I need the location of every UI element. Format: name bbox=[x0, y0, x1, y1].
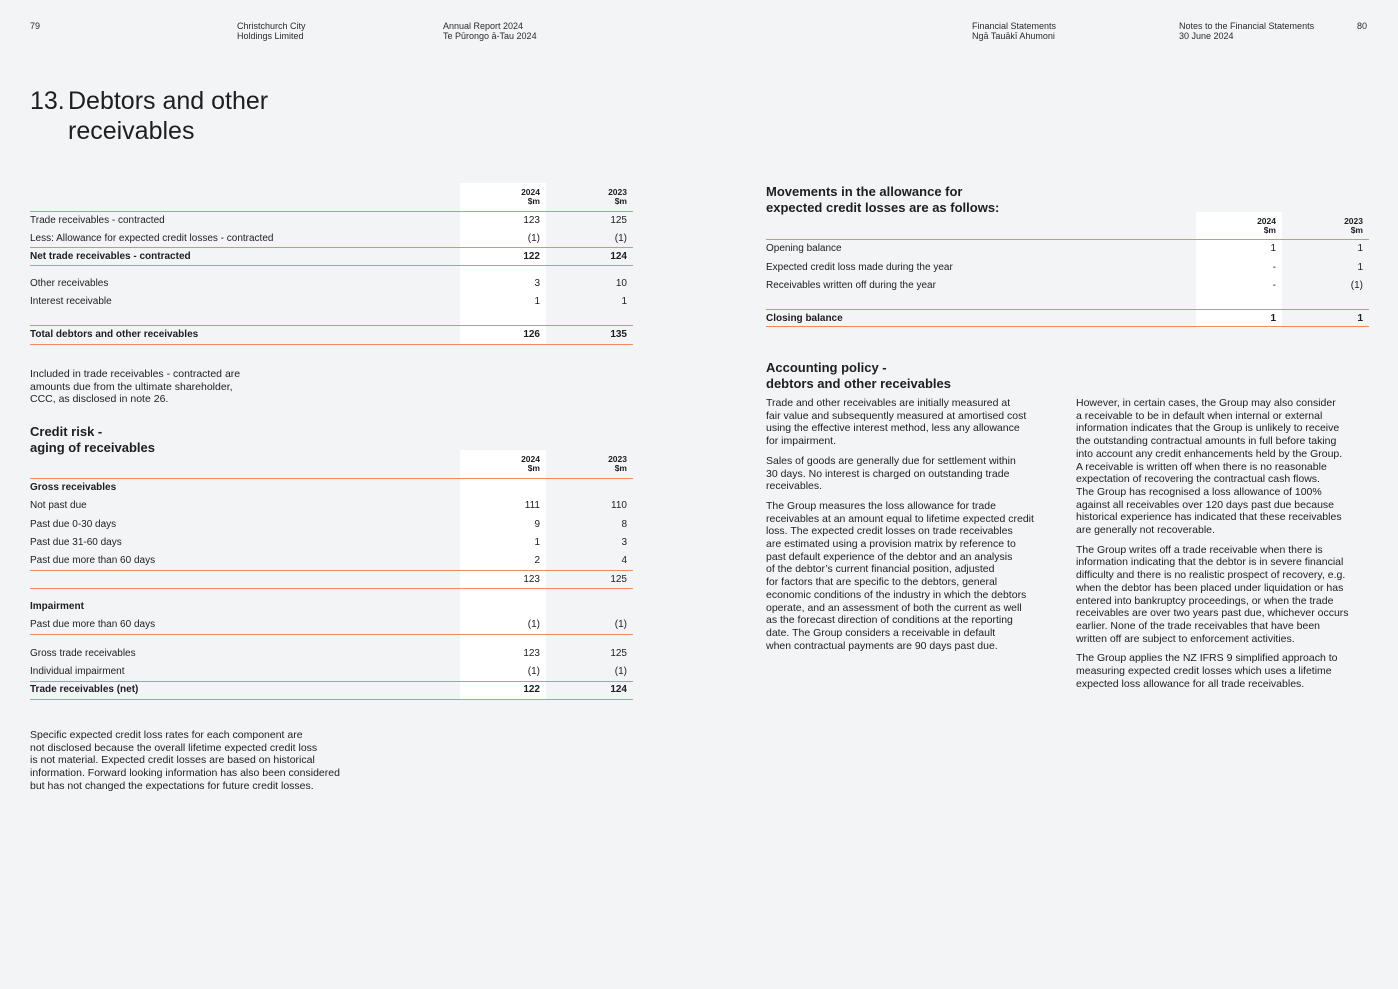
value-2024: 1 bbox=[1270, 243, 1276, 254]
row-label: Gross receivables bbox=[30, 482, 117, 493]
table-row bbox=[30, 248, 633, 266]
policy-paragraph bbox=[766, 397, 1061, 448]
row-label: Trade receivables - contracted bbox=[30, 215, 165, 226]
table-row bbox=[30, 516, 633, 534]
table-row bbox=[30, 663, 633, 681]
row-label bbox=[30, 571, 460, 589]
receivables-table bbox=[30, 183, 633, 345]
table-row bbox=[30, 681, 633, 699]
column-unit: $m bbox=[1263, 225, 1276, 235]
policy-line: written off are subject to enforcement activities. bbox=[1076, 632, 1295, 645]
value-2024: (1) bbox=[527, 666, 540, 677]
value-2023: 4 bbox=[621, 555, 627, 566]
column-header-y2024 bbox=[460, 188, 546, 206]
table-row bbox=[30, 275, 633, 293]
table-rule bbox=[30, 634, 633, 635]
policy-line: measuring expected credit losses which uses a lifetime bbox=[1076, 665, 1332, 678]
policy-line: when contractual payments are 90 days past due. bbox=[766, 639, 998, 652]
column-year: 2024 bbox=[521, 187, 540, 197]
value-2023: 125 bbox=[610, 574, 627, 585]
policy-line: for factors that are specific to the debtors, general bbox=[766, 576, 998, 589]
policy-line: using the effective interest method, less any allowance bbox=[766, 422, 1020, 435]
policy-paragraph bbox=[1076, 544, 1371, 646]
value-2024: 1 bbox=[534, 296, 540, 307]
value-2023: 1 bbox=[1357, 243, 1363, 254]
policy-line: date. The Group considers a receivable in default bbox=[766, 626, 996, 639]
table-row bbox=[30, 552, 633, 570]
policy-line: The Group writes off a trade receivable when there is bbox=[1076, 543, 1323, 556]
policy-line: The Group applies the NZ IFRS 9 simplified approach to bbox=[1076, 652, 1338, 665]
policy-line: difficulty and there is no realistic prospect of recovery, e.g. bbox=[1076, 569, 1346, 582]
value-2023: (1) bbox=[614, 666, 627, 677]
table-rule bbox=[766, 309, 1369, 310]
table-row bbox=[766, 240, 1369, 258]
table-row bbox=[30, 616, 633, 634]
row-label: Other receivables bbox=[30, 278, 109, 289]
row-label: Expected credit loss made during the year bbox=[766, 262, 953, 273]
row-label: Total debtors and other receivables bbox=[30, 329, 199, 340]
section-name: Financial Statements Ngā Tauākī Ahumoni bbox=[972, 21, 1057, 41]
table-row bbox=[30, 479, 633, 497]
table-rule bbox=[766, 326, 1369, 327]
credit-risk-table bbox=[30, 450, 633, 700]
movements-heading: Movements in the allowance for expected credit losses are as follows: bbox=[766, 184, 1000, 215]
policy-line: historical experience has indicated that these receivables bbox=[1076, 511, 1342, 524]
policy-paragraph bbox=[766, 455, 1061, 493]
value-2023: 125 bbox=[610, 648, 627, 659]
policy-line: when the debtor has been placed under liquidation or has bbox=[1076, 581, 1344, 594]
column-header-y2023 bbox=[546, 455, 633, 473]
value-2024: 111 bbox=[524, 500, 540, 511]
policy-line: economic conditions of the industry in which the debtors bbox=[766, 588, 1027, 601]
policy-paragraph bbox=[766, 500, 1061, 652]
value-2023: 8 bbox=[621, 519, 627, 530]
value-2023: 110 bbox=[611, 500, 627, 511]
column-year: 2023 bbox=[1344, 216, 1363, 226]
policy-line: into account any credit enhancements held by the Group. bbox=[1076, 447, 1343, 460]
value-2024: 123 bbox=[523, 648, 540, 659]
value-2023: 124 bbox=[610, 684, 627, 695]
row-label: Net trade receivables - contracted bbox=[30, 251, 191, 262]
value-2023: 3 bbox=[621, 537, 627, 548]
org-name: Christchurch City Holdings Limited bbox=[237, 21, 306, 41]
value-2023: (1) bbox=[614, 233, 627, 244]
policy-line: entered into bankruptcy proceedings, or when the trade bbox=[1076, 594, 1334, 607]
value-2023: 125 bbox=[610, 215, 627, 226]
policy-line: Trade and other receivables are initially measured at bbox=[766, 397, 1011, 409]
policy-line: are generally not recoverable. bbox=[1076, 524, 1215, 537]
policy-line: operate, and an assessment of both the current as well bbox=[766, 601, 1022, 614]
policy-line: expectation of recovering the contractual cash flows. bbox=[1076, 473, 1320, 486]
row-label: Not past due bbox=[30, 500, 87, 511]
policy-line: are estimated using a provision matrix by reference to bbox=[766, 538, 1016, 551]
value-2024: 123 bbox=[523, 215, 540, 226]
row-label: Past due 0-30 days bbox=[30, 519, 117, 530]
policy-line: earlier. None of the trade receivables that have been bbox=[1076, 619, 1320, 632]
value-2024: - bbox=[1272, 262, 1276, 273]
report-name: Annual Report 2024 Te Pūrongo ā-Tau 2024 bbox=[443, 21, 537, 41]
table-rule bbox=[30, 681, 633, 682]
policy-line: as the forecast direction of conditions at the reporting bbox=[766, 614, 1013, 627]
page-title: 13. Debtors and other receivables bbox=[30, 87, 269, 145]
policy-line: the outstanding contractual amounts in full before taking bbox=[1076, 435, 1337, 448]
column-unit: $m bbox=[614, 196, 627, 206]
value-2023: 124 bbox=[610, 251, 627, 262]
policy-line: loss. The expected credit losses on trade receivables bbox=[766, 525, 1013, 538]
table-row bbox=[30, 598, 633, 616]
column-year: 2023 bbox=[608, 454, 627, 464]
value-2024: 122 bbox=[523, 251, 540, 262]
value-2024: 126 bbox=[523, 329, 540, 340]
credit-risk-heading: Credit risk - aging of receivables bbox=[30, 424, 155, 455]
row-label: Gross trade receivables bbox=[30, 648, 136, 659]
page-number-right: 80 bbox=[1357, 21, 1368, 31]
policy-line: a receivable to be in default when internal or external bbox=[1076, 409, 1323, 422]
table-rule bbox=[30, 570, 633, 571]
table-row bbox=[766, 277, 1369, 295]
column-unit: $m bbox=[527, 196, 540, 206]
value-2024: 9 bbox=[534, 519, 540, 530]
value-2024: 3 bbox=[534, 278, 540, 289]
policy-line: 30 days. No interest is charged on outstanding trade bbox=[766, 467, 1010, 480]
policy-paragraph bbox=[1076, 652, 1371, 690]
value-2023: (1) bbox=[614, 619, 627, 630]
policy-line: receivables. bbox=[766, 480, 823, 493]
policy-line: of the debtor’s current financial position, adjusted bbox=[766, 563, 995, 576]
row-label: Less: Allowance for expected credit losses - contracted bbox=[30, 233, 274, 244]
policy-line: A receivable is written off when there is no reasonable bbox=[1076, 460, 1327, 473]
row-label: Interest receivable bbox=[30, 296, 112, 307]
row-label: Receivables written off during the year bbox=[766, 280, 936, 291]
column-year: 2024 bbox=[521, 454, 540, 464]
value-2024: 123 bbox=[523, 574, 540, 585]
row-label: Past due 31-60 days bbox=[30, 537, 122, 548]
policy-line: The Group has recognised a loss allowance of 100% bbox=[1076, 485, 1322, 498]
row-label: Individual impairment bbox=[30, 666, 125, 677]
column-unit: $m bbox=[614, 463, 627, 473]
policy-line: However, in certain cases, the Group may also consider bbox=[1076, 397, 1336, 409]
policy-line: for impairment. bbox=[766, 435, 837, 448]
table-rule bbox=[30, 265, 633, 266]
policy-line: information indicates that the Group is unlikely to receive bbox=[1076, 422, 1340, 435]
page-number-left: 79 bbox=[30, 21, 41, 31]
table-row bbox=[30, 497, 633, 515]
table-rule bbox=[30, 344, 633, 345]
policy-line: receivables are over two years past due, whichever occurs bbox=[1076, 607, 1349, 620]
value-2023: 1 bbox=[1357, 313, 1363, 324]
value-2024: 1 bbox=[534, 537, 540, 548]
column-header-y2023 bbox=[1282, 217, 1369, 235]
table-row bbox=[766, 259, 1369, 277]
column-header-y2024 bbox=[460, 455, 546, 473]
policy-column-1 bbox=[766, 397, 1061, 659]
row-label: Past due more than 60 days bbox=[30, 555, 156, 566]
column-header-y2024 bbox=[1196, 217, 1282, 235]
note-specific: Specific expected credit loss rates for each component are not disclosed because the overall lifetime expected credit loss is not material. Expected credit losses are based on historical information. Forward looking information has also been considered but has not changed the expectations for future credit losses. bbox=[30, 729, 340, 792]
value-2023 bbox=[546, 479, 633, 497]
value-2024: (1) bbox=[527, 619, 540, 630]
table-row bbox=[30, 212, 633, 230]
value-2024: 1 bbox=[1270, 313, 1276, 324]
table-rule bbox=[30, 588, 633, 589]
table-row bbox=[30, 645, 633, 663]
value-2023: 10 bbox=[615, 278, 627, 289]
row-label: Past due more than 60 days bbox=[30, 619, 156, 630]
policy-column-2 bbox=[1076, 397, 1371, 697]
table-row bbox=[30, 571, 633, 589]
column-unit: $m bbox=[527, 463, 540, 473]
policy-line: fair value and subsequently measured at amortised cost bbox=[766, 409, 1027, 422]
column-year: 2023 bbox=[608, 187, 627, 197]
value-2024 bbox=[460, 479, 546, 497]
value-2024: - bbox=[1272, 280, 1276, 291]
value-2023: 1 bbox=[1357, 262, 1363, 273]
policy-line: against all receivables over 120 days past due because bbox=[1076, 498, 1334, 511]
policy-line: receivables at an amount equal to lifetime expected credit bbox=[766, 512, 1034, 525]
policy-heading: Accounting policy - debtors and other receivables bbox=[766, 360, 951, 391]
value-2023: 1 bbox=[621, 296, 627, 307]
value-2024: 2 bbox=[534, 555, 540, 566]
note-included: Included in trade receivables - contracted are amounts due from the ultimate shareholder, CCC, as disclosed in note 26. bbox=[30, 368, 241, 406]
table-row bbox=[30, 293, 633, 311]
value-2023: (1) bbox=[1350, 280, 1363, 291]
notes-name: Notes to the Financial Statements 30 June 2024 bbox=[1179, 21, 1315, 41]
row-label: Opening balance bbox=[766, 243, 842, 254]
policy-line: The Group measures the loss allowance for trade bbox=[766, 499, 996, 512]
table-rule bbox=[30, 325, 633, 326]
value-2023 bbox=[546, 598, 633, 616]
policy-line: expected loss allowance for all trade receivables. bbox=[1076, 677, 1305, 690]
value-2023: 135 bbox=[610, 329, 627, 340]
table-row bbox=[30, 230, 633, 248]
table-rule bbox=[30, 699, 633, 700]
policy-line: Sales of goods are generally due for settlement within bbox=[766, 454, 1016, 467]
row-label: Trade receivables (net) bbox=[30, 684, 139, 695]
policy-line: information indicating that the debtor is in severe financial bbox=[1076, 556, 1344, 569]
movements-table bbox=[766, 212, 1369, 328]
value-2024 bbox=[460, 598, 546, 616]
value-2024: (1) bbox=[527, 233, 540, 244]
table-row bbox=[30, 326, 633, 344]
column-unit: $m bbox=[1350, 225, 1363, 235]
row-label: Closing balance bbox=[766, 313, 843, 324]
table-rule bbox=[30, 247, 633, 248]
row-label: Impairment bbox=[30, 601, 84, 612]
column-year: 2024 bbox=[1257, 216, 1276, 226]
column-header-y2023 bbox=[546, 188, 633, 206]
policy-paragraph bbox=[1076, 397, 1371, 537]
policy-line: past default experience of the debtor and an analysis bbox=[766, 550, 1013, 563]
table-row bbox=[30, 534, 633, 552]
value-2024: 122 bbox=[523, 684, 540, 695]
